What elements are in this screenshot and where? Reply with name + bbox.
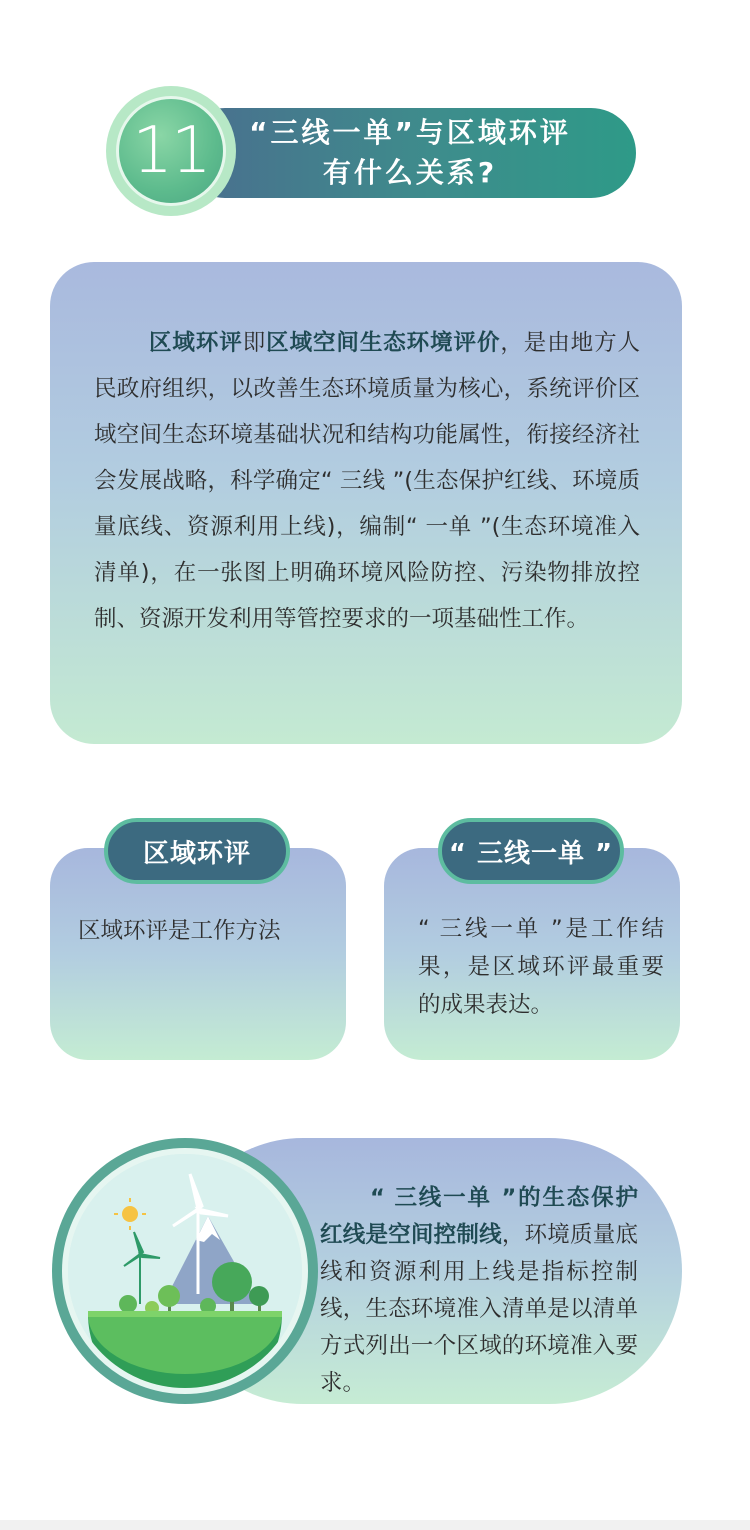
- tab-three-lines-one-list: “ 三线一单 ”: [438, 818, 624, 884]
- title-line-1: “三线一单”与区域环评: [249, 116, 571, 149]
- card-regional-eia-text: 区域环评是工作方法: [78, 918, 281, 944]
- card-three-lines-one-list-text: “ 三线一单 ”是工作结果，是区域环评最重要的成果表达。: [418, 916, 664, 1018]
- page-footer-strip: [0, 1520, 750, 1530]
- intro-text-2: ，是由地方人民政府组织，以改善生态环境质量为核心，系统评价区域空间生态环境基础状况和结构功能属性，衔接经济社会发展战略，科学确定“ 三线 ”(生态保护红线、环境质量底线、资源利用上线)，编制“ 一单 ”(生态环境准入清单)，在一张图上明确环境风险防控、污染物排放控制、资源开发利用等管控要求的一项基础性工作。: [94, 330, 640, 632]
- summary-text: ，环境质量底线和资源利用上线是指标控制线，生态环境准入清单是以清单方式列出一个区域的环境准入要求。: [320, 1222, 638, 1396]
- intro-term-2: 区域空间生态环境评价: [266, 330, 501, 356]
- title-line-2: 有什么关系?: [322, 156, 498, 189]
- section-number: 11: [132, 114, 210, 188]
- section-title: [210, 108, 610, 198]
- tab-regional-eia: 区域环评: [104, 818, 290, 884]
- section-header: [0, 0, 750, 240]
- eco-globe-icon: [62, 1148, 308, 1394]
- intro-term-1: 区域环评: [149, 330, 243, 356]
- summary-strong: “ 三线一单 ”的生态保护红线是空间控制线: [320, 1185, 638, 1248]
- summary-paragraph: [320, 1180, 638, 1402]
- intro-text-1: 即: [242, 330, 267, 356]
- intro-paragraph: [94, 320, 640, 642]
